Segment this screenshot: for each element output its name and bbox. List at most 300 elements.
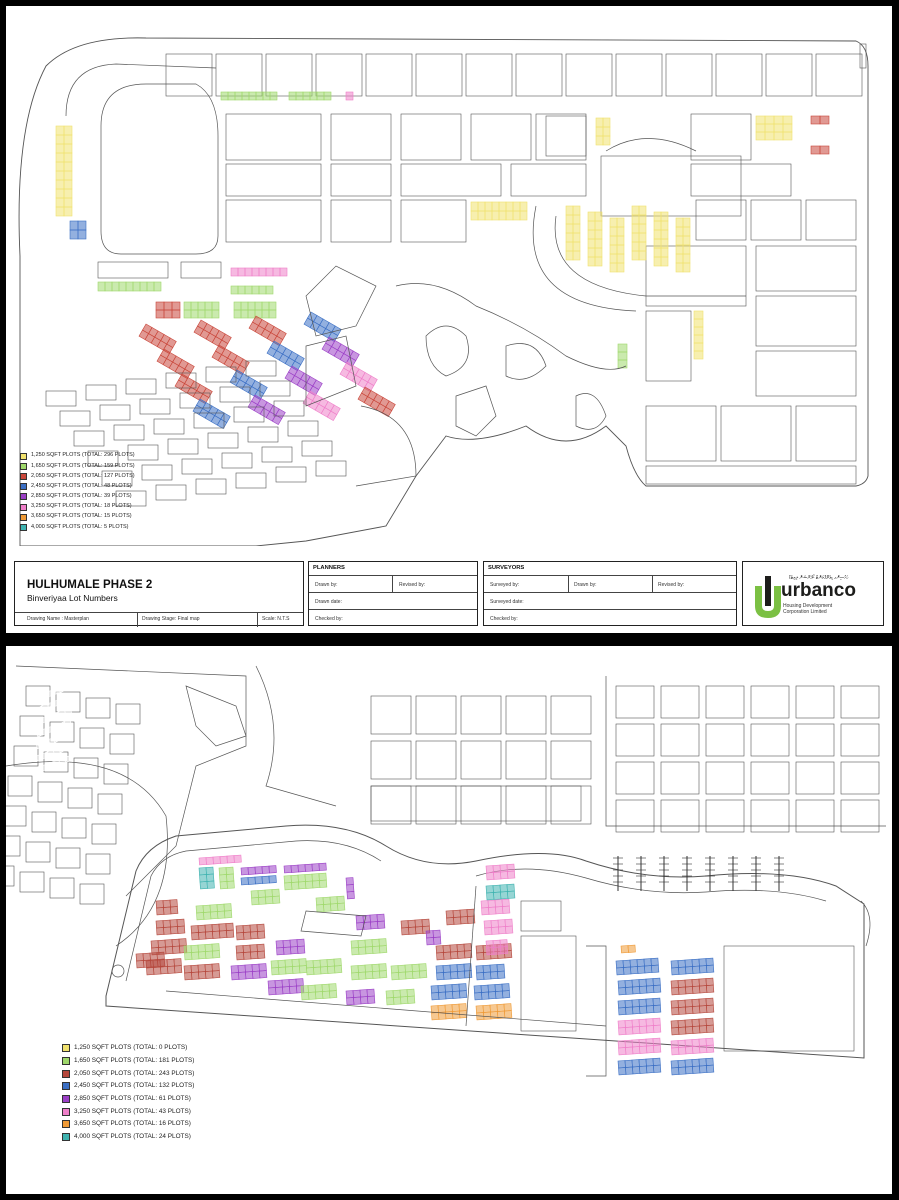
plot [499,211,506,220]
plot [671,961,678,968]
plot [272,889,279,896]
plot [365,972,372,979]
plot [289,92,296,100]
plot [64,162,72,171]
land-parcel [248,427,278,442]
plot [654,221,661,230]
plot-cluster [219,867,234,889]
plot [685,967,692,974]
plot [431,986,438,993]
land-parcel [8,776,32,796]
plot [283,940,290,947]
plot [226,930,233,937]
plot [653,998,660,1005]
plot [513,211,520,220]
plot-cluster [476,964,505,980]
land-parcel [262,447,292,462]
plot [625,1060,632,1067]
plot [618,1007,625,1014]
plot [450,972,457,979]
plot [678,987,685,994]
plot [220,881,227,888]
land-parcel [208,433,238,448]
plot [276,941,283,948]
plot [678,980,685,987]
plot [270,92,277,100]
plot [334,959,341,966]
plot [105,282,112,291]
plot [595,239,602,248]
plot-cluster [251,889,280,905]
plot [685,960,692,967]
plot [379,964,386,971]
plot [64,207,72,216]
plot [450,952,457,959]
plot [234,302,241,310]
legend-swatch [20,504,27,511]
plot-cluster [139,324,176,354]
plot [297,946,304,953]
plot [226,867,233,874]
legend-label: 4,000 SQFT PLOTS (TOTAL: 5 PLOTS) [31,523,129,530]
plot [706,1058,713,1065]
land-parcel [98,262,168,278]
plot [217,904,224,911]
plot [756,116,765,124]
land-parcel [751,200,801,240]
plot [408,920,415,927]
plot-cluster [401,919,430,935]
plot [632,1067,639,1074]
plot [157,952,164,959]
road-outline [555,216,746,296]
plot [367,989,374,996]
plot [391,972,398,979]
plot [433,930,440,937]
land-parcel [98,794,122,814]
plot [506,211,513,220]
land-parcel [288,421,318,436]
plot [452,984,459,991]
land-parcel [316,461,346,476]
plot [694,335,703,343]
plot [507,864,514,871]
plot [445,1005,452,1012]
plot [259,971,266,978]
plot [199,858,206,865]
building-outline [456,386,496,436]
plot [415,927,422,934]
plot [646,1006,653,1013]
plot [330,897,337,904]
plot [630,967,637,974]
plot [603,127,610,136]
plot [372,964,379,971]
plot-cluster [284,863,326,873]
plot [618,360,627,368]
legend-item [20,502,135,512]
plot [493,947,500,954]
plot [485,202,492,211]
plot [358,947,365,954]
masterplan-sheet-bottom [6,646,892,1194]
plot [671,1021,678,1028]
plot [573,242,580,251]
plot [151,941,158,948]
plot [756,132,765,140]
plot [56,162,64,171]
plot [436,966,443,973]
plot [56,153,64,162]
plot [337,903,344,910]
plot-cluster [236,944,265,960]
plot [56,171,64,180]
land-parcel [506,696,546,734]
plot-cluster [671,1018,714,1035]
plot [646,999,653,1006]
plot [258,897,265,904]
plot [184,966,191,973]
plot-cluster [811,146,829,154]
plot [488,985,495,992]
plot [692,1026,699,1033]
plot-cluster [358,387,395,417]
plot [191,926,198,933]
plot-cluster [610,218,624,272]
legend-item [20,522,135,532]
plot [573,206,580,215]
plot [765,132,774,140]
plot [495,991,502,998]
plot [426,931,433,938]
plot [452,1004,459,1011]
legend-label: 3,250 SQFT PLOTS (TOTAL: 18 PLOTS) [31,503,132,510]
legend-item [20,492,135,502]
plot-cluster [184,944,220,960]
plot [639,999,646,1006]
plot [500,865,507,872]
plot [617,236,624,245]
plot [372,971,379,978]
plot [271,961,278,968]
lagoon-shape [426,326,469,376]
land-parcel [566,54,612,96]
surveyors-checked-by: Checked by: [490,616,518,622]
plot-cluster [476,1004,512,1020]
plot [172,939,179,946]
land-parcel [796,686,834,718]
plot [694,351,703,359]
plot [393,997,400,1004]
plot [298,865,305,872]
plot [481,907,488,914]
plot [408,927,415,934]
plot [493,940,500,947]
plot [699,1059,706,1066]
plot [502,991,509,998]
land-parcel [366,54,412,96]
plot [200,881,207,888]
plot [445,1012,452,1019]
plot [164,310,172,318]
plot [471,211,478,220]
plot [639,979,646,986]
plot [671,1007,678,1014]
plot [219,924,226,931]
plot [618,1047,625,1054]
plot-cluster [588,212,602,266]
plot [625,1027,632,1034]
land-parcel [226,200,321,242]
legend-label: 1,250 SQFT PLOTS (TOTAL: 296 PLOTS) [31,452,135,459]
plot [618,1021,625,1028]
plot [64,708,71,715]
plot-cluster [618,978,661,995]
plot [485,211,492,220]
plot [265,890,272,897]
plot [653,1045,660,1052]
plot [588,239,595,248]
plot [506,202,513,211]
plot [199,868,206,875]
plot [653,978,660,985]
plot [301,992,308,999]
plot [320,967,327,974]
plot-cluster [56,126,72,216]
plot [486,947,493,954]
plot [498,927,505,934]
plot [683,236,690,245]
plot-cluster [351,939,387,955]
plot [219,931,226,938]
plot [231,286,238,294]
plot [405,972,412,979]
land-parcel [182,459,212,474]
plot [358,972,365,979]
plot [566,242,573,251]
plot [163,907,170,914]
plot [205,310,212,318]
plot-cluster [212,345,249,375]
land-parcel [706,724,744,756]
plot [198,945,205,952]
land-parcel [142,465,172,480]
plot [219,874,226,881]
land-parcel [516,54,562,96]
legend-label: 2,450 SQFT PLOTS (TOTAL: 132 PLOTS) [74,1082,195,1090]
plot [588,248,595,257]
plot-cluster [676,218,690,272]
plot [317,92,324,100]
plot [284,882,291,889]
plot [262,302,269,310]
plot [692,1066,699,1073]
plot [160,967,167,974]
land-parcel [331,114,391,160]
plot [464,971,471,978]
plot [678,1027,685,1034]
plot [258,890,265,897]
legend-swatch [20,493,27,500]
plot [158,940,165,947]
plot [678,1020,685,1027]
plot [692,1046,699,1053]
plot [198,302,205,310]
plot [632,242,639,251]
legend-swatch [20,483,27,490]
plot [610,263,617,272]
plot-cluster [289,92,331,100]
plot [783,116,792,124]
plot [603,118,610,127]
plot [167,966,174,973]
plot [419,971,426,978]
land-parcel [80,728,104,748]
plot [491,927,498,934]
land-parcel [841,686,879,718]
land-parcel [246,361,276,376]
plot [471,202,478,211]
plot [774,124,783,132]
land-parcel [140,399,170,414]
plot [699,966,706,973]
legend-swatch [62,1057,70,1065]
plot [653,1038,660,1045]
land-parcel [56,848,80,868]
plot-cluster [756,116,792,140]
plot [632,251,639,260]
plot-cluster [156,919,185,935]
plot-cluster [231,268,287,276]
plot [245,268,252,276]
plot [64,732,71,739]
plot [64,144,72,153]
plot [443,965,450,972]
plot [625,1067,632,1074]
land-parcel [601,156,741,216]
plot [685,1047,692,1054]
plot [699,1046,706,1053]
land-parcel [86,385,116,400]
plot [198,925,205,932]
plot [596,127,603,136]
plot [407,989,414,996]
plot [248,302,255,310]
plot [206,874,213,881]
plot [64,720,71,727]
plot [431,1012,438,1019]
land-parcel [196,479,226,494]
land-parcel [156,485,186,500]
surveyors-drawn-by: Drawn by: [574,582,597,588]
plot [170,920,177,927]
plot [64,696,71,703]
legend-item [62,1042,194,1055]
plot [756,124,765,132]
plot-cluster [193,399,230,429]
plot [157,959,164,966]
plot [566,251,573,260]
plot [346,884,353,891]
land-parcel [616,686,654,718]
plot [438,985,445,992]
land-parcel [114,425,144,440]
plot [165,940,172,947]
plot [676,254,683,263]
plot [699,959,706,966]
plot [683,218,690,227]
plot [653,1065,660,1072]
land-parcel [616,800,654,832]
plot [319,880,326,887]
land-parcel [86,698,110,718]
legend-label: 3,250 SQFT PLOTS (TOTAL: 43 PLOTS) [74,1107,191,1115]
plot [630,960,637,967]
land-parcel [276,467,306,482]
plot [632,1020,639,1027]
plot [683,254,690,263]
logo-wordmark: urbanco [781,580,856,601]
plot [637,966,644,973]
plot [143,953,150,960]
plot-size-legend-bottom [62,1042,194,1144]
plot [205,964,212,971]
plot [263,92,270,100]
plot [618,1067,625,1074]
plot [481,985,488,992]
plot [459,984,466,991]
plot [474,992,481,999]
title-block-surveyors [483,561,737,626]
plot [453,910,460,917]
land-parcel [461,741,501,779]
plot [257,924,264,931]
plot [765,116,774,124]
plot [351,972,358,979]
plot [671,1067,678,1074]
legend-swatch [62,1108,70,1116]
plot [346,878,353,885]
plot [290,940,297,947]
plot [98,282,105,291]
plot [365,965,372,972]
plot [504,1004,511,1011]
plot [464,944,471,951]
plot [217,911,224,918]
plot [280,268,287,276]
land-parcel [74,758,98,778]
plot [610,227,617,236]
road-outline [66,64,216,116]
plot [269,876,276,883]
plot [319,873,326,880]
plot [212,971,219,978]
plot [699,1026,706,1033]
plot [324,92,331,100]
legend-label: 1,650 SQFT PLOTS (TOTAL: 159 PLOTS) [31,462,135,469]
plot [610,218,617,227]
building-outline [186,686,246,746]
plot [490,1005,497,1012]
land-parcel [661,762,699,794]
legend-label: 2,050 SQFT PLOTS (TOTAL: 127 PLOTS) [31,472,135,479]
plot [694,327,703,335]
logo-subtitle: Housing Development Corporation Limited [783,603,833,615]
plot [407,996,414,1003]
land-parcel [616,724,654,756]
plot [234,855,241,862]
plot [507,871,514,878]
